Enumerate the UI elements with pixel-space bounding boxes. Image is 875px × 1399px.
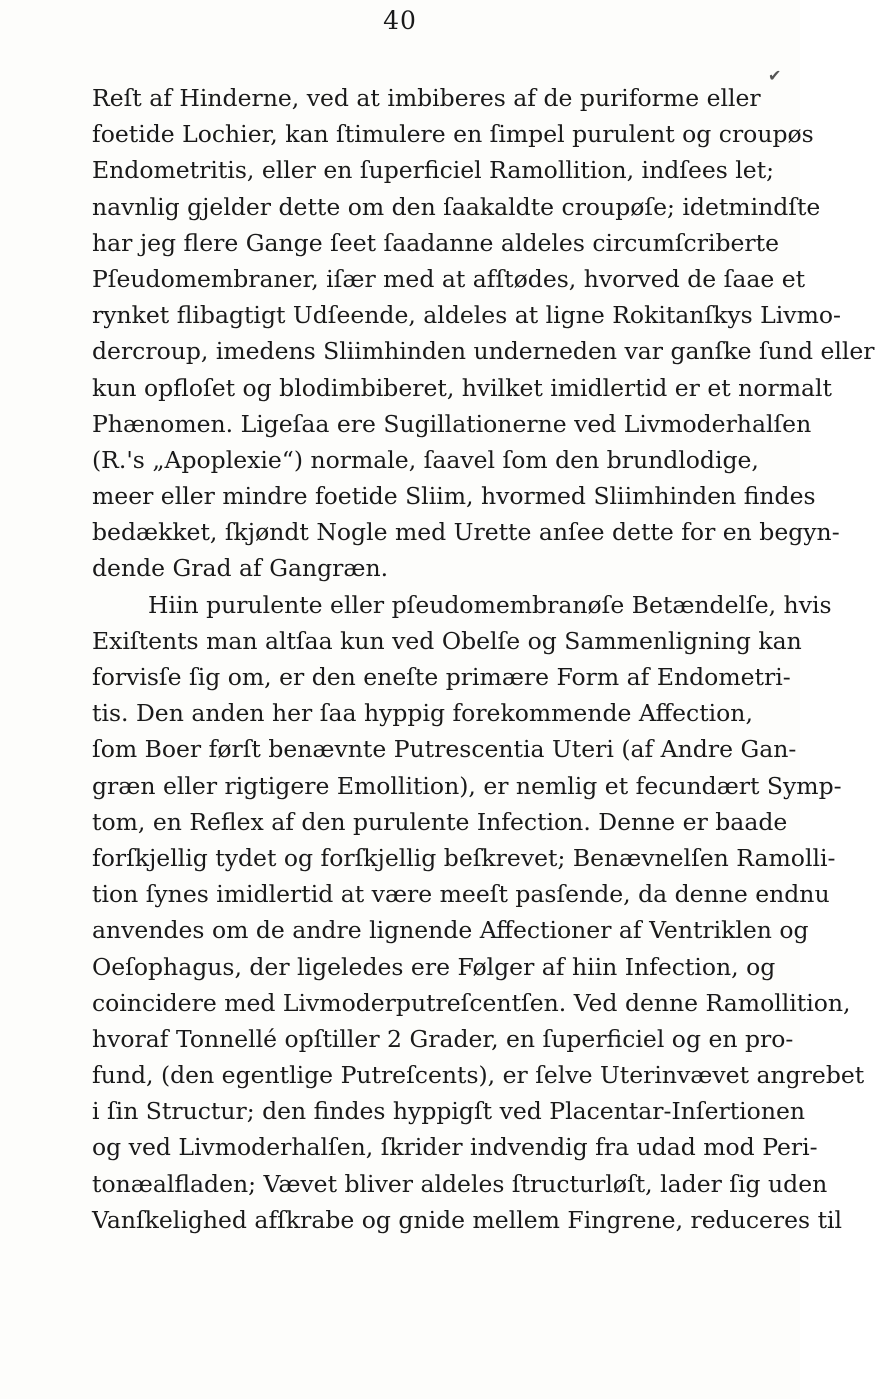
text-line: græn eller rigtigere Emollition), er nemlig et fecundært Symp- [92, 771, 842, 800]
text-line: bedækket, ſkjøndt Nogle med Urette anſee dette for en begyn- [92, 518, 840, 547]
text-line: tion ſynes imidlertid at være meeſt pasſende, da denne endnu [92, 880, 830, 909]
text-line: Hiin purulente eller pſeudomembranøſe Betændelſe, hvis [148, 590, 832, 619]
text-line: kun opfloſet og blodimbiberet, hvilket imidlertid er et normalt [92, 373, 832, 402]
text-line: forvisſe ſig om, er den eneſte primære Form af Endometri- [92, 663, 791, 691]
text-line: Oeſophagus, der ligeledes ere Følger af hiin Infection, og [92, 952, 776, 981]
margin-mark: ✔ [768, 66, 782, 85]
page-number: 40 [383, 6, 417, 35]
text-line: forſkjellig tydet og forſkjellig beſkrevet; Benævnelſen Ramolli- [92, 843, 836, 872]
text-line: tis. Den anden her ſaa hyppig forekommende Affection, [92, 699, 753, 728]
text-line: hvoraf Tonnellé opſtiller 2 Grader, en ſuperficiel og en pro- [92, 1024, 794, 1053]
text-line: Phænomen. Ligeſaa ere Sugillationerne ved Livmoderhalſen [92, 409, 812, 438]
text-line: foetide Lochier, kan ſtimulere en ſimpel purulent og croupøs [92, 120, 814, 149]
text-line: tonæalfladen; Vævet bliver aldeles ſtructurløſt, lader ſig uden [92, 1169, 828, 1198]
text-line: (R.'s „Apoplexie“) normale, ſaavel ſom den brundlodige, [92, 445, 759, 474]
text-line: navnlig gjelder dette om den ſaakaldte croupøſe; idetmindſte [92, 192, 821, 221]
text-line: har jeg flere Gange ſeet ſaadanne aldeles circumſcriberte [92, 228, 779, 257]
body-text [92, 80, 875, 1238]
text-line: Pſeudomembraner, iſær med at afſtødes, hvorved de ſaae et [92, 264, 806, 293]
text-line: rynket flibagtigt Udſeende, aldeles at ligne Rokitanſkys Livmo- [92, 301, 841, 330]
text-line: fund, (den egentlige Putreſcents), er ſelve Uterinvævet angrebet [92, 1061, 865, 1090]
text-line: og ved Livmoderhalſen, ſkrider indvendig fra udad mod Peri- [92, 1133, 818, 1162]
text-line: dercroup, imedens Sliimhinden underneden var ganſke ſund eller [92, 337, 875, 366]
text-line: Exiſtents man altſaa kun ved Obelſe og Sammenligning kan [92, 626, 802, 655]
text-line: Endometritis, eller en ſuperficiel Ramollition, indſees let; [92, 156, 775, 185]
text-line: coincidere med Livmoderputreſcentſen. Ved denne Ramollition, [92, 988, 851, 1017]
text-line: Reſt af Hinderne, ved at imbiberes af de puriforme eller [92, 84, 761, 112]
text-line: anvendes om de andre lignende Affectioner af Ventriklen og [92, 916, 809, 945]
text-line: ſom Boer førſt benævnte Putrescentia Uteri (af Andre Gan- [92, 735, 797, 764]
text-line: i ſin Structur; den findes hyppigſt ved Placentar-Inſertionen [92, 1097, 805, 1126]
text-line: Vanſkelighed afſkrabe og gnide mellem Fingrene, reduceres til [92, 1205, 843, 1234]
text-line: dende Grad af Gangræn. [92, 554, 389, 583]
text-line: meer eller mindre foetide Sliim, hvormed Sliimhinden findes [92, 482, 816, 511]
text-line: tom, en Reflex af den purulente Infection. Denne er baade [92, 807, 788, 836]
